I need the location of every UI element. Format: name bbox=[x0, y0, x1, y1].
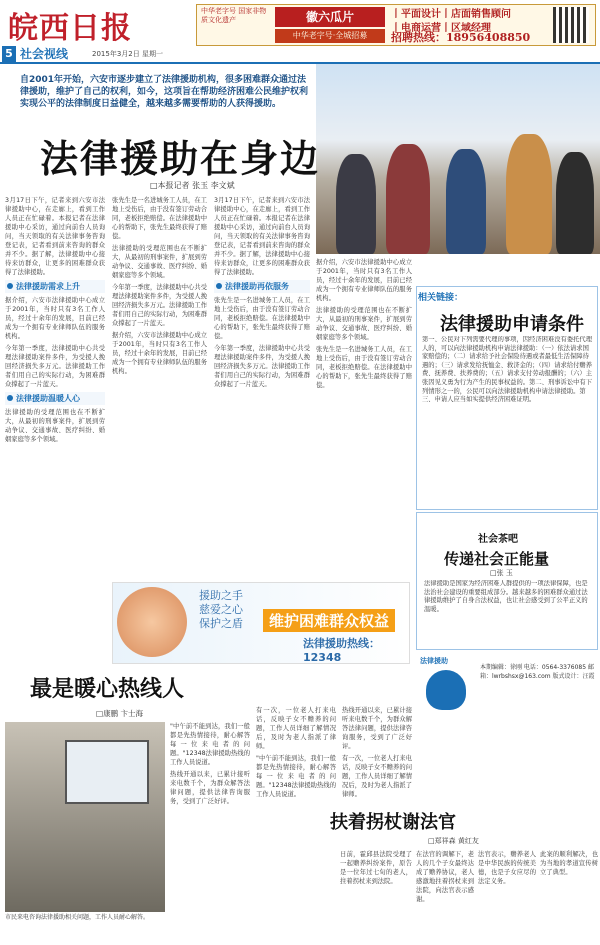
paragraph: "中午前不能到达，我们一般都是先热情接待，耐心解答每一位来电者的问题。"12348法律援助热线的工作人员说道。 bbox=[256, 755, 336, 798]
subhead bbox=[214, 280, 310, 293]
section-bar bbox=[0, 46, 600, 64]
editor-info: 本期编辑：徐刚 电话：0564-3376085 邮箱：lwrbshsx@163.com 版式设计：汪霞 bbox=[480, 664, 595, 680]
ad-brand-name: 徽六瓜片 bbox=[275, 7, 385, 27]
ad-slogan-line1: 丨平面设计丨店面销售顾问 bbox=[391, 9, 511, 20]
ad-hotline: 法律援助热线：12348 bbox=[303, 637, 380, 664]
paragraph: 今年第一季度，法律援助中心共受理法律援助案件多件，为受援人挽回经济损失多万元。法律援助工作者们用自己的实际行动，为困难群众撑起了一片蓝天。 bbox=[214, 345, 310, 388]
paper-name: 皖西日报 bbox=[8, 11, 132, 46]
paragraph: 热线开通以来，已累计接听来电数千个，为群众解答法律问题，提供法律咨询服务，受到了广泛好评。 bbox=[342, 707, 412, 750]
hero-photo bbox=[316, 64, 600, 254]
monitor-icon bbox=[65, 740, 149, 804]
qr-code-icon bbox=[553, 7, 589, 43]
section-name: 社会视线 bbox=[20, 47, 69, 61]
crutch-article-column-1: 日前，霍邱县法院受理了一起赡养纠纷案件，原告是一位年过七旬的老人，拄着拐杖来到法院。 bbox=[340, 851, 412, 885]
public-service-ad bbox=[112, 582, 410, 664]
paragraph: 今年第一季度，法律援助中心共受理法律援助案件多件，为受援人挽回经济损失多万元。法律援助工作者们用自己的实际行动，为困难群众撑起了一片蓝天。 bbox=[5, 345, 105, 388]
main-headline: 法律援助在身边 bbox=[40, 136, 321, 181]
paragraph: 3月17日下午，记者来到六安市法律援助中心，在走廊上，看到工作人员正在忙碌着。本报记者在法律援助中心采访，通过向前台人员询问，当天领取的有关法律事务咨询登记表，记者看到前来咨询的群众并不少。据了解，法律援助中心接待来访群众，让更多的困难群众获得了法律援助。 bbox=[214, 197, 310, 276]
subhead bbox=[5, 392, 105, 405]
lead-paragraph: 自2001年开始，六安市逐步建立了法律援助机构，很多困难群众通过法律援助，维护了自己的权利，如今，这项旨在帮助经济困难公民维护权利实现公平的法律制度日益健全，越来越多需要帮助的人获得援助。 bbox=[20, 75, 309, 109]
hotline-article-column-2 bbox=[256, 706, 336, 932]
subhead bbox=[5, 280, 105, 293]
hotline-article-headline: 最是暖心热线人 bbox=[30, 676, 185, 702]
crutch-article-byline: □郑祥森 黄红友 bbox=[428, 837, 479, 845]
main-article-column-4 bbox=[316, 258, 412, 588]
column-title: 传递社会正能量 bbox=[444, 550, 550, 568]
paragraph: 今年第一季度，法律援助中心共受理法律援助案件多件，为受援人挽回经济损失多万元。法律援助工作者们用自己的实际行动，为困难群众撑起了一片蓝天。 bbox=[112, 284, 207, 327]
ad-headline: 维护困难群众权益 bbox=[263, 609, 395, 632]
ad-slogan-line: 援助之手 bbox=[199, 589, 243, 602]
paragraph: "中午前不能到达，我们一般都是先热情接待，耐心解答每一位来电者的问题。"12348法律援助热线的工作人员说道。 bbox=[170, 723, 250, 766]
apply-conditions-body: 第一、公民对下列需要代理的事项，因经济困难没有委托代理人的，可以向法律援助机构申请法律援助：（一）依法请求国家赔偿的；（二）请求给予社会保险待遇或者最低生活保障待遇的；（三）请求发给抚恤金、救济金的；（四）请求给付赡养费、抚养费、扶养费的；（五）请求支付劳动报酬的；（六）主张因见义勇为行为产生的民事权益的。第二、刑事诉讼中有下列情形之一的，公民可以向法律援助机构申请法律援助。第三、申请人应当如实提供经济困难证明。 bbox=[422, 336, 592, 404]
subhead-text: 法律援助再依服务 bbox=[225, 282, 289, 291]
ad-banner: 中华老字号·全城招募 bbox=[275, 29, 385, 43]
legal-aid-shield-icon bbox=[426, 670, 466, 710]
section-number: 5 bbox=[2, 46, 16, 62]
apply-conditions-title: 法律援助申请条件 bbox=[440, 314, 584, 335]
hotline-article-byline: □康鹏 卞士海 bbox=[96, 709, 143, 718]
issue-date: 2015年3月2日 星期一 bbox=[92, 50, 163, 58]
paragraph: 热线开通以来，已累计接听来电数千个，为群众解答法律问题，提供法律咨询服务，受到了广泛好评。 bbox=[170, 771, 250, 805]
legal-aid-logo-label: 法律援助 bbox=[420, 657, 448, 665]
column-label: 社会茶吧 bbox=[478, 534, 518, 545]
paragraph: 有一次，一位老人打来电话，反映子女不赡养的问题，工作人员详细了解情况后，及时为老人指派了律师。 bbox=[256, 707, 336, 750]
bullet-icon bbox=[216, 283, 222, 289]
main-article-column-1 bbox=[5, 196, 105, 576]
ad-slogan-line2: 丨电商运营丨区域经理 bbox=[391, 23, 491, 34]
main-byline: □本报记者 张玉 李文斌 bbox=[150, 181, 235, 190]
paragraph: 法律援助的受理范围也在不断扩大，从最初的刑事案件，扩展到劳动争议、交通事故、医疗纠纷、婚姻家庭等多个领域。 bbox=[112, 245, 207, 279]
ad-logo-text: 中华老字号 国家非物质文化遗产 bbox=[201, 7, 267, 24]
helping-hands-icon bbox=[117, 587, 187, 657]
ad-slogan-line: 慈爱之心 bbox=[199, 603, 243, 616]
top-advertisement bbox=[196, 4, 596, 46]
bullet-icon bbox=[7, 283, 13, 289]
crutch-article-column-4: 此案的顺利解决，也为当地的孝道宣传树立了典型。 bbox=[540, 851, 598, 876]
paragraph: 据介绍，六安市法律援助中心成立于2001年，当时只有3名工作人员，经过十余年的发展，目前已经成为一个拥有专业律师队伍的服务机构。 bbox=[316, 259, 412, 302]
main-article-column-2 bbox=[112, 196, 207, 576]
crutch-article-column-2: 在法官的调解下，老人的几个子女最终达成了赡养协议，老人感激地拄着拐杖来到法院，向法官表示感谢。 bbox=[416, 851, 474, 903]
paragraph: 张先生是一名进城务工人员，在工地上受伤后，由于没有签订劳动合同，老板拒绝赔偿。在法律援助中心的帮助下，张先生最终获得了赔偿。 bbox=[316, 346, 412, 389]
photo-caption: 市民来电咨询法律援助相关问题，工作人员耐心解答。 bbox=[5, 914, 150, 921]
paragraph: 法律援助的受理范围也在不断扩大，从最初的刑事案件，扩展到劳动争议、交通事故、医疗纠纷、婚姻家庭等多个领域。 bbox=[5, 409, 105, 443]
ad-slogan-line: 保护之盾 bbox=[199, 617, 243, 630]
paragraph: 据介绍，六安市法律援助中心成立于2001年，当时只有3名工作人员，经过十余年的发展，目前已经成为一个拥有专业律师队伍的服务机构。 bbox=[5, 297, 105, 340]
paragraph: 据介绍，六安市法律援助中心成立于2001年，当时只有3名工作人员，经过十余年的发展，目前已经成为一个拥有专业律师队伍的服务机构。 bbox=[112, 332, 207, 375]
subhead-text: 法律援助温暖人心 bbox=[16, 394, 80, 403]
ad-phone: 招聘热线：18956408850 bbox=[391, 31, 531, 44]
paragraph: 张先生是一名进城务工人员，在工地上受伤后，由于没有签订劳动合同，老板拒绝赔偿。在法律援助中心的帮助下，张先生最终获得了赔偿。 bbox=[214, 297, 310, 340]
paragraph: 张先生是一名进城务工人员，在工地上受伤后，由于没有签订劳动合同，老板拒绝赔偿。在法律援助中心的帮助下，张先生最终获得了赔偿。 bbox=[112, 197, 207, 240]
hotline-article-column-1 bbox=[170, 722, 250, 932]
paragraph: 法律援助的受理范围也在不断扩大，从最初的刑事案件，扩展到劳动争议、交通事故、医疗纠纷、婚姻家庭等多个领域。 bbox=[316, 307, 412, 341]
crutch-article-headline: 扶着拐杖谢法官 bbox=[330, 812, 456, 833]
ad-slogan bbox=[199, 589, 243, 631]
crutch-article-column-3: 法官表示，赡养老人是中华民族的传统美德，也是子女应尽的法定义务。 bbox=[478, 851, 536, 885]
related-link-kicker: 相关链接： bbox=[418, 293, 464, 303]
column-byline: □张 玉 bbox=[490, 569, 513, 577]
hotline-photo bbox=[5, 722, 165, 912]
main-article-column-3 bbox=[214, 196, 310, 576]
paragraph: 3月17日下午，记者来到六安市法律援助中心，在走廊上，看到工作人员正在忙碌着。本报记者在法律援助中心采访，通过向前台人员询问，当天领取的有关法律事务咨询登记表，记者看到前来咨询的群众并不少。据了解，法律援助中心接待来访群众，让更多的困难群众获得了法律援助。 bbox=[5, 197, 105, 276]
column-body: 法律援助是国家为经济困难人群提供的一项法律保障，也是法治社会建设的重要组成部分。越来越多的困难群众通过法律援助维护了自身合法权益，也让社会感受到了公平正义的温暖。 bbox=[424, 580, 588, 613]
masthead bbox=[0, 0, 600, 44]
paragraph: 有一次，一位老人打来电话，反映子女不赡养的问题，工作人员详细了解情况后，及时为老人指派了律师。 bbox=[342, 755, 412, 798]
subhead-text: 法律援助需求上升 bbox=[16, 282, 80, 291]
bullet-icon bbox=[7, 395, 13, 401]
